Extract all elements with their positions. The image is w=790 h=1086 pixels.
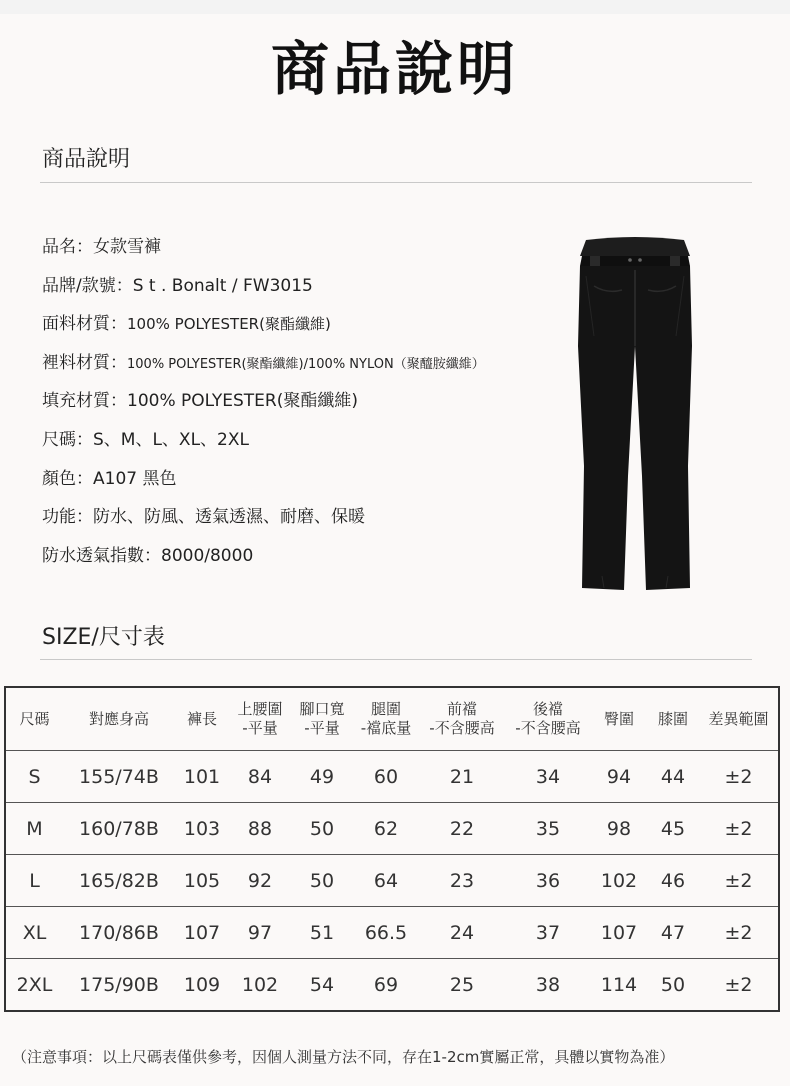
table-cell: 102 [591, 855, 647, 907]
table-cell: 60 [353, 751, 419, 803]
table-cell: 50 [291, 855, 353, 907]
table-row [5, 751, 779, 803]
table-cell: 105 [175, 855, 229, 907]
table-cell: 165/82B [63, 855, 175, 907]
table-cell: ±2 [699, 907, 779, 959]
header-back-rise: 後襠 -不含腰高 [505, 687, 591, 751]
table-cell: 38 [535, 973, 561, 996]
table-cell: 49 [291, 751, 353, 803]
product-image [572, 236, 698, 596]
table-cell: M [5, 803, 63, 855]
detail-waterproof-index [42, 541, 485, 580]
header-knee: 膝圍 [647, 687, 699, 751]
table-cell: 170/86B [63, 907, 175, 959]
table-cell: 103 [175, 803, 229, 855]
table-cell: 88 [229, 803, 291, 855]
detail-label: 防水透氣指數： [42, 545, 161, 566]
table-cell: 50 [660, 973, 686, 996]
detail-color [42, 464, 485, 503]
detail-function [42, 502, 485, 541]
table-header-row [5, 687, 779, 751]
detail-brand [42, 271, 485, 310]
table-cell: 25 [449, 973, 475, 996]
header-thigh: 腿圍 -襠底量 [353, 687, 419, 751]
table-cell: 84 [229, 751, 291, 803]
table-cell: 155/74B [63, 751, 175, 803]
table-cell: 54 [309, 973, 335, 996]
table-cell: S [5, 751, 63, 803]
detail-fill-material [42, 386, 485, 425]
table-cell: 36 [505, 855, 591, 907]
detail-name [42, 232, 485, 271]
table-row [5, 803, 779, 855]
table-cell: 22 [419, 803, 505, 855]
table-cell: 2XL [16, 973, 53, 996]
section-title-size-chart: SIZE/尺寸表 [42, 625, 165, 650]
detail-label: 裡料材質： [42, 352, 127, 373]
header-length: 褲長 [175, 687, 229, 751]
table-cell: 37 [505, 907, 591, 959]
detail-label: 品名： [42, 237, 93, 257]
header-hem: 腳口寬 -平量 [291, 687, 353, 751]
table-cell: 114 [600, 973, 638, 996]
table-row [5, 959, 779, 1012]
table-cell: ±2 [699, 855, 779, 907]
header-waist: 上腰圍 -平量 [229, 687, 291, 751]
table-cell: 101 [175, 751, 229, 803]
table-cell: 45 [647, 803, 699, 855]
detail-value: 女款雪褲 [93, 237, 161, 257]
detail-value: 100% POLYESTER(聚酯纖維)/100% NYLON（聚醯胺纖維） [127, 356, 485, 372]
table-row [5, 855, 779, 907]
page-title: 商品說明 [270, 35, 519, 103]
table-cell: ±2 [699, 803, 779, 855]
header-height: 對應身高 [63, 687, 175, 751]
size-note: （注意事項：以上尺碼表僅供參考，因個人測量方法不同，存在1-2cm實屬正常，具體以實物為准） [12, 1048, 675, 1066]
table-cell: 107 [591, 907, 647, 959]
product-details [42, 232, 485, 579]
table-cell: 46 [647, 855, 699, 907]
header-tolerance: 差異範圍 [699, 687, 779, 751]
detail-value: S t . Bonalt / FW3015 [132, 275, 313, 296]
table-cell: 64 [353, 855, 419, 907]
section-title-description: 商品說明 [42, 147, 131, 172]
header-hip: 臀圍 [591, 687, 647, 751]
top-band [0, 0, 790, 14]
table-cell: 50 [291, 803, 353, 855]
table-cell: 98 [591, 803, 647, 855]
table-cell: XL [5, 907, 63, 959]
table-cell: 69 [373, 973, 399, 996]
table-cell: 47 [647, 907, 699, 959]
table-cell: 23 [419, 855, 505, 907]
detail-value: 100% POLYESTER(聚酯纖維) [127, 315, 331, 334]
table-cell: 160/78B [63, 803, 175, 855]
table-cell: 97 [229, 907, 291, 959]
table-row [5, 907, 779, 959]
detail-sizes [42, 425, 485, 464]
size-table [4, 686, 780, 1012]
table-cell: 107 [175, 907, 229, 959]
table-cell: 35 [505, 803, 591, 855]
table-cell: 51 [291, 907, 353, 959]
table-cell: 175/90B [79, 973, 159, 996]
snow-pants-icon [572, 236, 698, 592]
table-cell: 66.5 [353, 907, 419, 959]
table-cell: 62 [353, 803, 419, 855]
detail-value: 8000/8000 [161, 545, 254, 566]
detail-value: 100% POLYESTER(聚酯纖維) [127, 391, 358, 412]
detail-label: 功能： [42, 507, 93, 528]
detail-label: 面料材質： [42, 314, 127, 335]
table-cell: L [5, 855, 63, 907]
table-cell: ±2 [699, 751, 779, 803]
detail-label: 顏色： [42, 468, 93, 489]
detail-value: 防水、防風、透氣透濕、耐磨、保暖 [93, 507, 365, 528]
table-cell: 94 [591, 751, 647, 803]
table-cell: 24 [419, 907, 505, 959]
header-size: 尺碼 [5, 687, 63, 751]
table-cell: 21 [419, 751, 505, 803]
header-front-rise: 前襠 -不含腰高 [419, 687, 505, 751]
table-cell: 102 [241, 973, 279, 996]
table-cell: 34 [505, 751, 591, 803]
table-cell: 44 [647, 751, 699, 803]
detail-value: A107 黑色 [93, 468, 177, 489]
detail-shell-material [42, 309, 485, 348]
table-cell: ±2 [724, 973, 753, 996]
divider [40, 659, 752, 660]
detail-label: 品牌/款號： [42, 275, 133, 296]
detail-value: S、M、L、XL、2XL [93, 429, 249, 450]
divider [40, 182, 752, 183]
table-cell: 109 [183, 973, 221, 996]
table-cell: 92 [229, 855, 291, 907]
detail-label: 尺碼： [42, 429, 93, 450]
detail-label: 填充材質： [42, 391, 127, 412]
detail-lining-material [42, 348, 485, 387]
